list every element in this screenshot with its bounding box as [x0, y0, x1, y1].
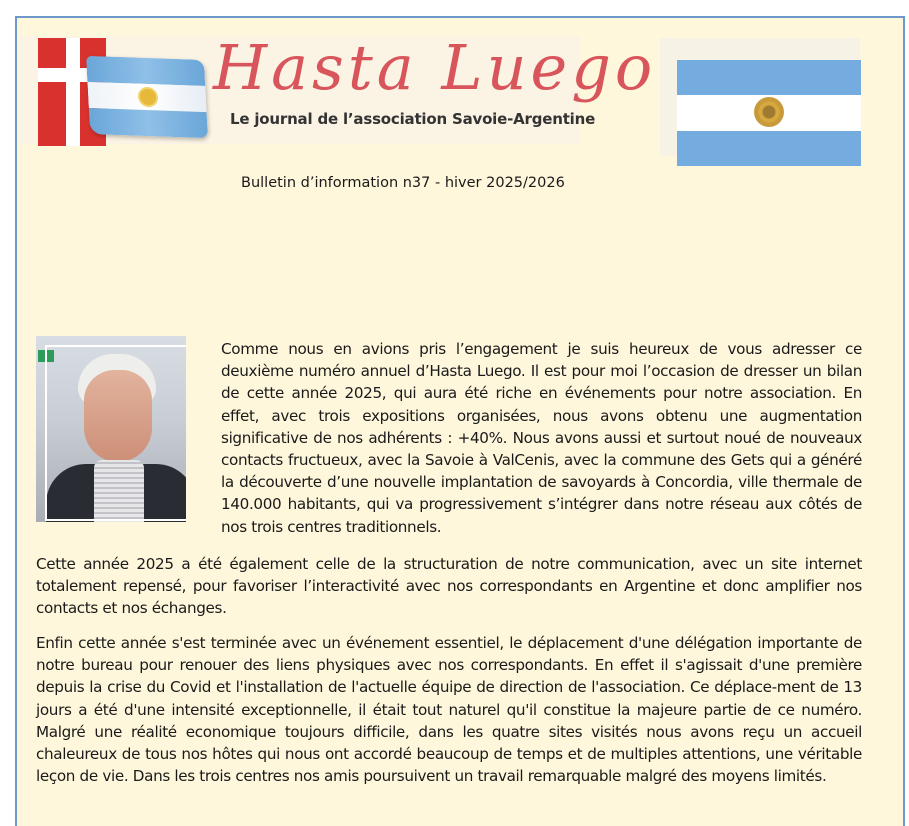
argentina-flag-large-icon	[677, 60, 861, 166]
newsletter-title: Hasta Luego	[213, 31, 657, 104]
bulletin-info: Bulletin d’information n37 - hiver 2025/2026	[241, 175, 565, 191]
article-paragraph-1: Comme nous en avions pris l’engagement je suis heureux de vous adresser ce deuxième numéro annuel d’Hasta Luego. Il est pour moi l’occasion de dresser un bilan de cette année 2025, qui aura été riche en événements pour notre association. En effet, avec trois expositions organisées, nous avons obtenu une augmentation significative de nos adhérents : +40%. Nous avons aussi et surtout noué de nouveaux contacts fructueux, avec la Savoie à ValCenis, avec la commune des Gets qui a généré la découverte d’une nouvelle implantation de savoyards à Concordia, ville thermale de 140.000 habitants, qui va progressivement s’intégrer dans notre réseau aux côtés de nos trois centres traditionnels.	[221, 340, 862, 536]
argentina-flag-small-icon	[86, 56, 208, 138]
article-paragraph-2: Cette année 2025 a été également celle de la structuration de notre communication, avec un site internet totalement repensé, pour favoriser l’interactivité avec nos correspondants en Argentine et donc amplifier nos contacts et nos échanges.	[36, 555, 862, 618]
newsletter-subtitle: Le journal de l’association Savoie-Argentine	[230, 110, 596, 128]
article-paragraph-3: Enfin cette année s'est terminée avec un événement essentiel, le déplacement d'une délégation importante de notre bureau pour renouer des liens physiques avec nos correspondants. En effet il s'agissait d'une première depuis la crise du Covid et l'installation de l'actuelle équipe de direction de l'association. Ce déplace-ment de 13 jours a été d'une intensité exceptionnelle, il était tout naturel qu'il constitue la majeure partie de ce numéro. Malgré une réalité economique toujours difficile, dans les quatre sites visités nous avons reçu un accueil chaleureux de tous nos hôtes qui nous ont accordé beaucoup de temps et de multiples attentions, une véritable leçon de vie. Dans les trois centres nos amis poursuivent un travail remarquable malgré des moyens limités.	[36, 634, 862, 786]
author-photo	[36, 336, 186, 522]
